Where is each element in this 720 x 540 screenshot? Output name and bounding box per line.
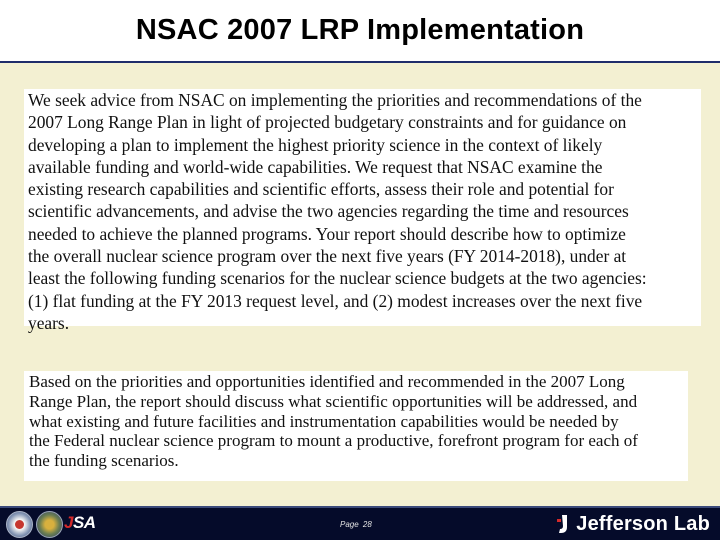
seal-center xyxy=(15,520,24,529)
paragraph-line: the funding scenarios. xyxy=(29,451,179,471)
jsa-logo xyxy=(64,512,96,534)
paragraph-line: (1) flat funding at the FY 2013 request level, and (2) modest increases over the next five xyxy=(28,290,643,311)
paragraph-line: existing research capabilities and scientific efforts, assess their role and potential for xyxy=(28,179,614,200)
sura-seal-icon xyxy=(36,511,63,538)
paragraph-line: the overall nuclear science program over the next five years (FY 2014-2018), under at xyxy=(28,246,627,267)
charge-excerpt-paragraph-1 xyxy=(24,89,701,333)
paragraph-line: least the following funding scenarios for the nuclear science budgets at the two agencies: xyxy=(28,268,647,289)
paragraph-line: needed to achieve the planned programs. Your report should describe how to optimize xyxy=(28,223,626,244)
paragraph-line: the Federal nuclear science program to mount a productive, forefront program for each of xyxy=(29,431,638,451)
paragraph-line: scientific advancements, and advise the two agencies regarding the time and resources xyxy=(28,201,629,222)
paragraph-line: developing a plan to implement the highest priority science in the context of likely xyxy=(28,134,603,155)
page-label: Page xyxy=(340,520,359,529)
slide-title: NSAC 2007 LRP Implementation xyxy=(135,14,585,46)
paragraph-line: what existing and future facilities and instrumentation capabilities would be needed by xyxy=(29,411,619,431)
doe-seal-icon xyxy=(6,511,33,538)
jsa-logo-sa: SA xyxy=(72,513,96,532)
jsa-logo-j: J xyxy=(64,513,73,532)
jefferson-lab-mark-icon xyxy=(556,513,572,535)
paragraph-line: years. xyxy=(28,312,70,333)
page-number xyxy=(340,519,372,531)
paragraph-line: Range Plan, the report should discuss what scientific opportunities will be addressed, and xyxy=(29,391,638,411)
paragraph-line: Based on the priorities and opportunities identified and recommended in the 2007 Long xyxy=(29,372,625,391)
paragraph-line: available funding and world-wide capabilities. We request that NSAC examine the xyxy=(28,156,603,177)
jefferson-lab-brand xyxy=(556,510,710,538)
paragraph-line: We seek advice from NSAC on implementing the priorities and recommendations of the xyxy=(28,90,642,110)
paragraph-line: 2007 Long Range Plan in light of projected budgetary constraints and for guidance on xyxy=(28,112,627,133)
page-number-value: 28 xyxy=(362,520,372,529)
brand-name: Jefferson Lab xyxy=(576,512,710,535)
title-divider xyxy=(0,61,720,63)
charge-excerpt-paragraph-2 xyxy=(24,371,688,481)
